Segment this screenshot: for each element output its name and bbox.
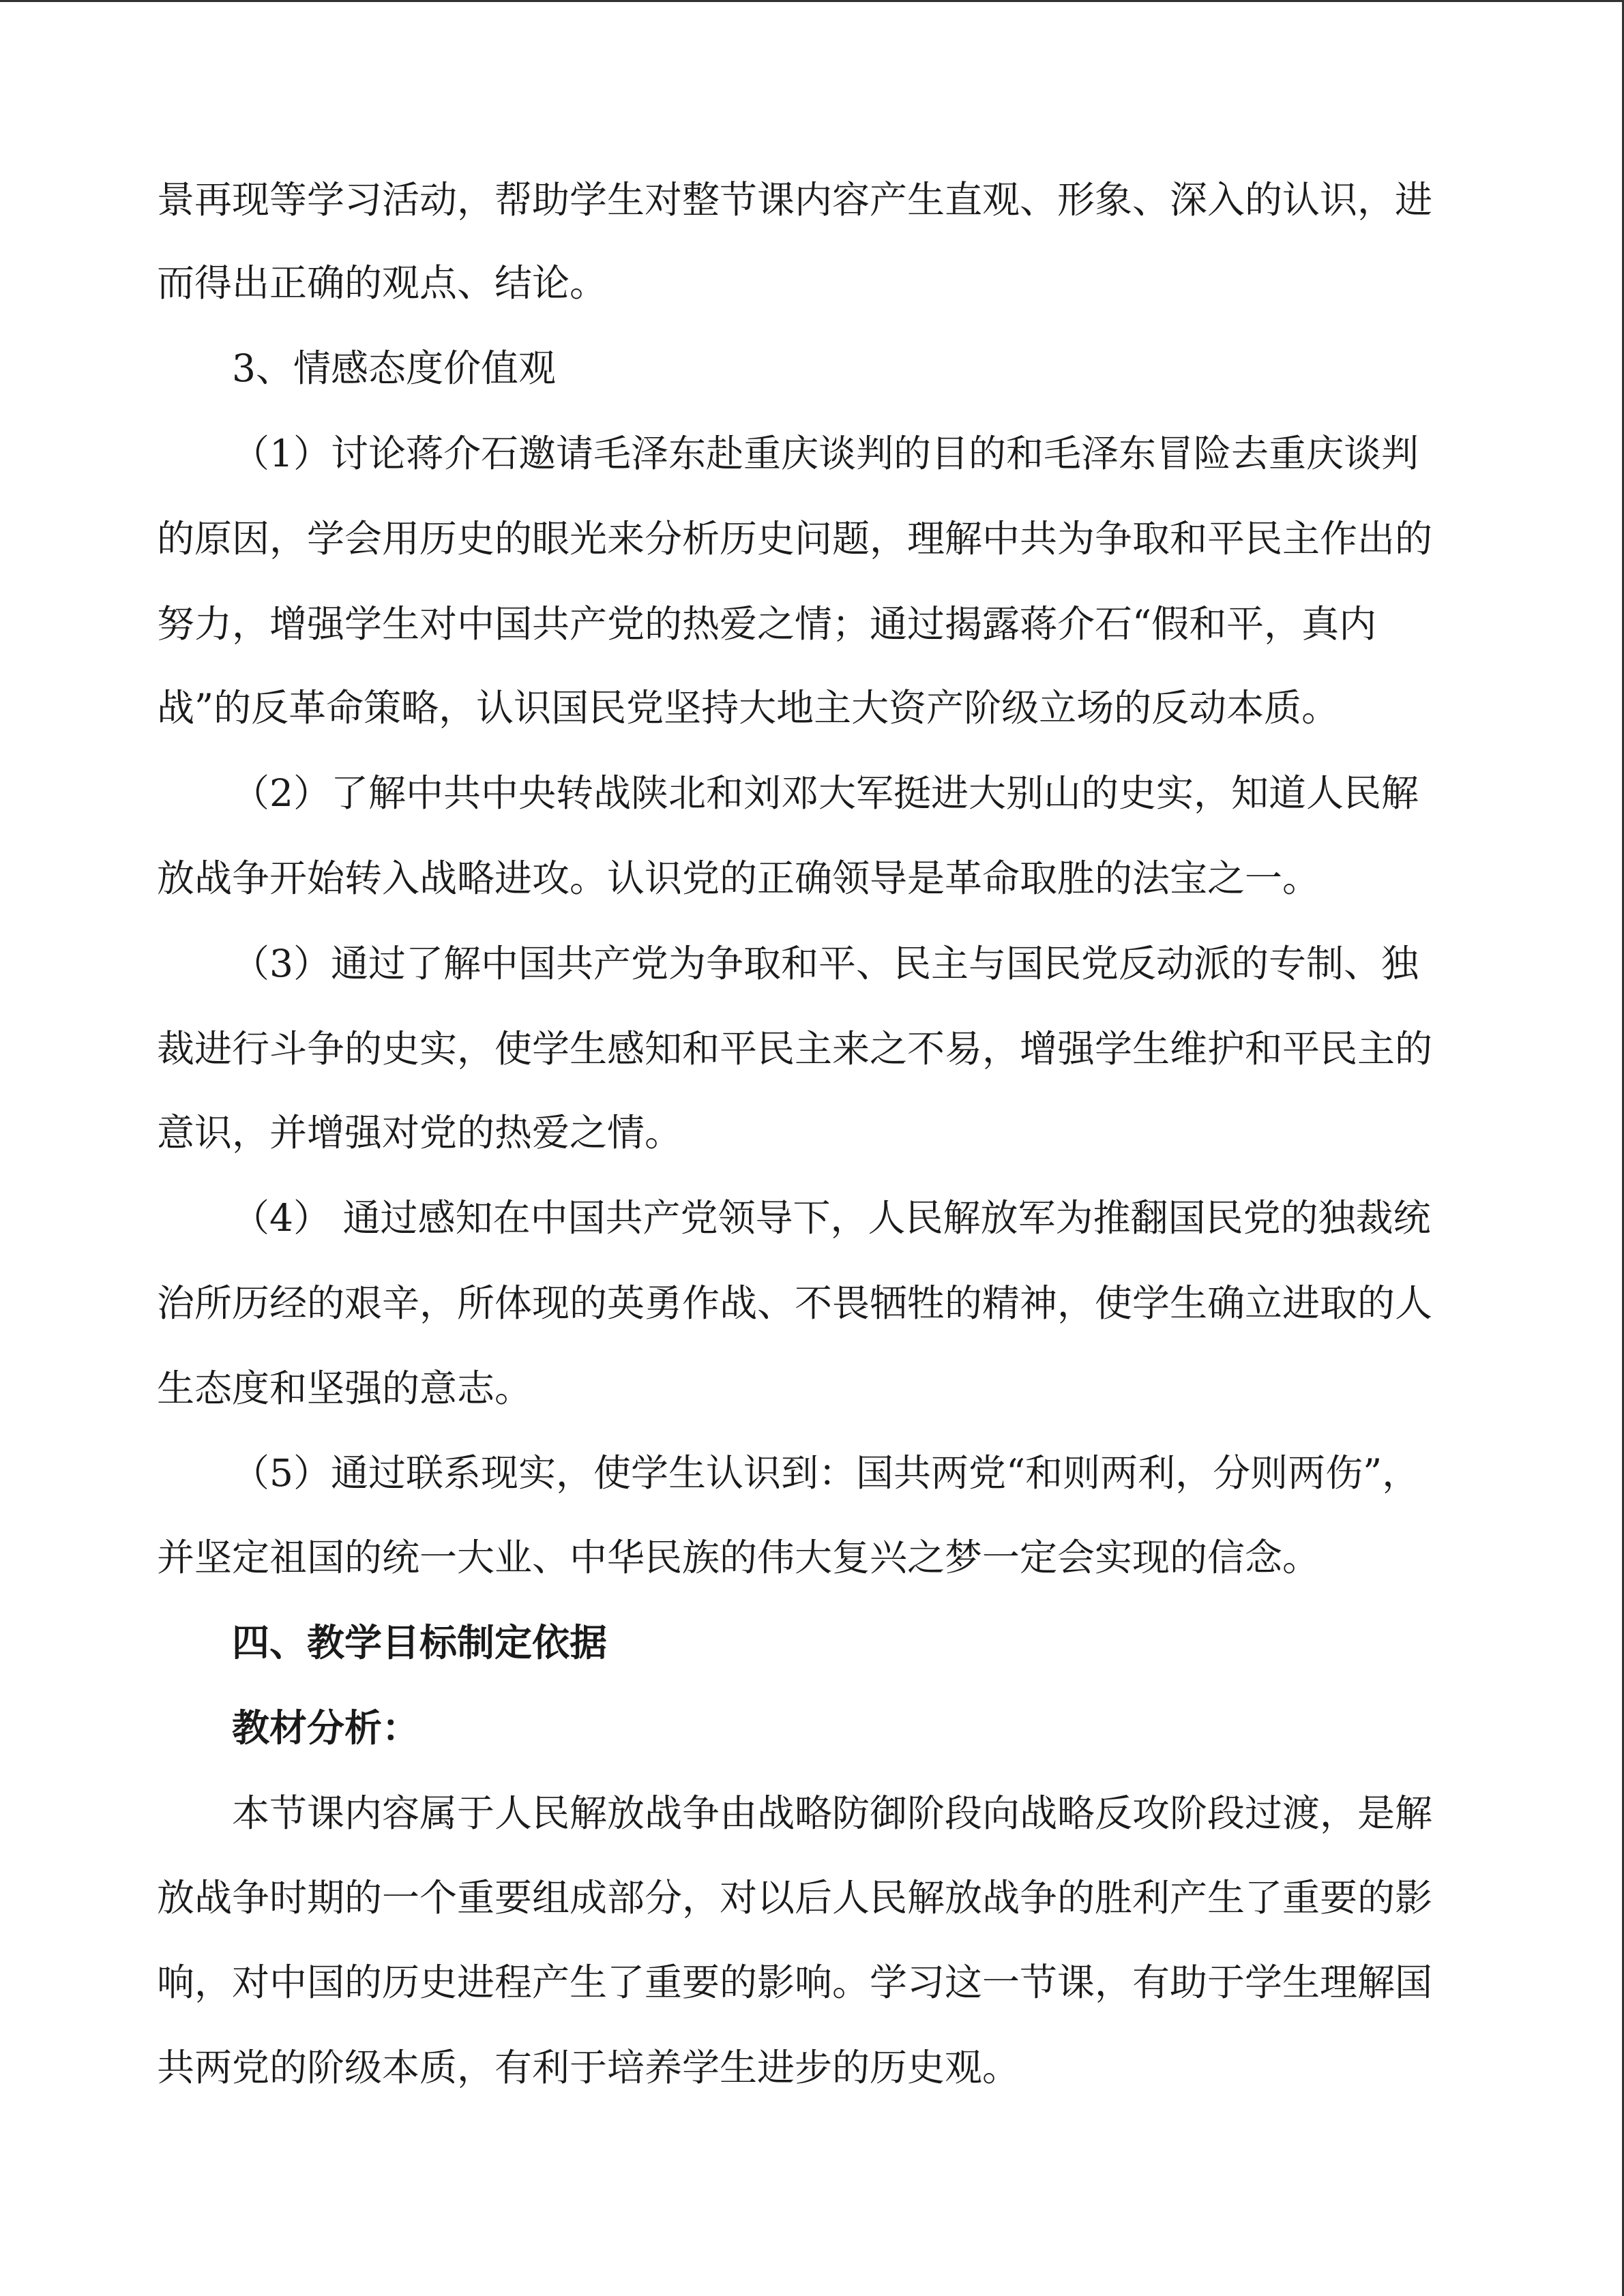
subheading-affective-goals: 3、情感态度价值观 xyxy=(232,346,556,390)
subheading-textbook-analysis: 教材分析： xyxy=(232,1705,420,1750)
text-line: 放战争开始转入战略进攻。认识党的正确领导是革命取胜的法宝之一。 xyxy=(157,856,1320,900)
text-line: 而得出正确的观点、结论。 xyxy=(157,261,608,305)
text-line: 生态度和坚强的意志。 xyxy=(157,1367,533,1410)
text-line: （3）通过了解中国共产党为争取和平、民主与国民党反动派的专制、独 xyxy=(232,942,1419,985)
text-line: （4） 通过感知在中国共产党领导下，人民解放军为推翻国民党的独裁统 xyxy=(232,1196,1431,1240)
text-line: 并坚定祖国的统一大业、中华民族的伟大复兴之梦一定会实现的信念。 xyxy=(157,1536,1320,1579)
text-line: （5）通过联系现实，使学生认识到：国共两党“和则两利，分则两伤”， xyxy=(232,1451,1420,1495)
text-line: 裁进行斗争的史实，使学生感知和平民主来之不易，增强学生维护和平民主的 xyxy=(157,1027,1433,1071)
text-line: 努力，增强学生对中国共产党的热爱之情；通过揭露蒋介石“假和平，真内 xyxy=(157,602,1377,646)
text-line: 响，对中国的历史进程产生了重要的影响。学习这一节课，有助于学生理解国 xyxy=(157,1960,1433,2004)
text-line: 放战争时期的一个重要组成部分，对以后人民解放战争的胜利产生了重要的影 xyxy=(157,1876,1433,1920)
text-line: 共两党的阶级本质，有利于培养学生进步的历史观。 xyxy=(157,2046,1020,2089)
text-line: 的原因，学会用历史的眼光来分析历史问题，理解中共为争取和平民主作出的 xyxy=(157,517,1433,561)
text-line: 本节课内容属于人民解放战争由战略防御阶段向战略反攻阶段过渡，是解 xyxy=(232,1791,1433,1835)
text-line: 战”的反革命策略，认识国民党坚持大地主大资产阶级立场的反动本质。 xyxy=(157,686,1340,730)
text-line: 景再现等学习活动，帮助学生对整节课内容产生直观、形象、深入的认识，进 xyxy=(157,178,1433,222)
text-line: 意识，并增强对党的热爱之情。 xyxy=(157,1111,683,1154)
text-line: （1）讨论蒋介石邀请毛泽东赴重庆谈判的目的和毛泽东冒险去重庆谈判 xyxy=(232,432,1419,475)
text-line: 治所历经的艰辛，所体现的英勇作战、不畏牺牲的精神，使学生确立进取的人 xyxy=(157,1281,1433,1325)
text-line: （2）了解中共中央转战陕北和刘邓大军挺进大别山的史实，知道人民解 xyxy=(232,771,1419,815)
section-heading: 四、教学目标制定依据 xyxy=(232,1620,608,1665)
